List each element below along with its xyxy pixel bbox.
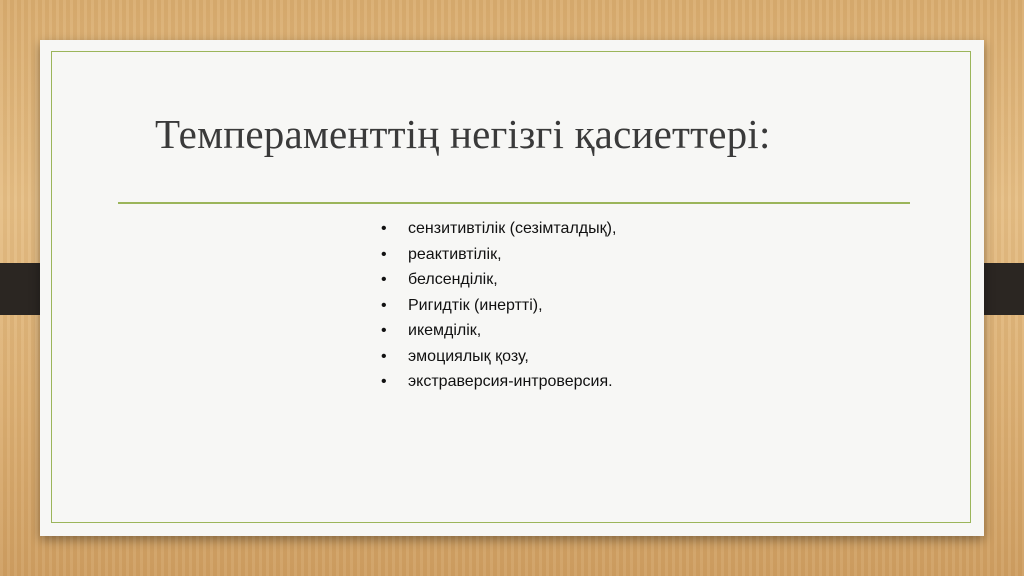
bullet-icon: •: [381, 271, 387, 288]
slide-card: [40, 40, 984, 536]
list-item-text: Ригидтік (инертті),: [408, 296, 543, 314]
list-item: [381, 242, 616, 268]
list-item: [381, 318, 616, 344]
bullet-list: [381, 216, 616, 395]
title-divider: [118, 202, 910, 204]
list-item: [381, 369, 616, 395]
list-item-text: эмоциялық қозу,: [408, 347, 529, 365]
list-item: [381, 344, 616, 370]
list-item-text: экстраверсия-интроверсия.: [408, 373, 613, 390]
bullet-icon: •: [381, 245, 387, 263]
list-item-text: сензитивтілік (сезімталдық),: [408, 220, 617, 237]
bullet-icon: •: [381, 373, 387, 390]
bullet-icon: •: [381, 296, 387, 314]
list-item: [381, 293, 616, 319]
list-item: [381, 216, 616, 242]
slide-title: Темпераменттің негізгі қасиеттері:: [155, 111, 771, 157]
list-item-text: икемділік,: [408, 322, 482, 339]
list-item: [381, 267, 616, 293]
bullet-icon: •: [381, 220, 387, 237]
list-item-text: белсенділік,: [408, 271, 498, 288]
list-item-text: реактивтілік,: [408, 245, 502, 263]
bullet-icon: •: [381, 347, 387, 365]
bullet-icon: •: [381, 322, 387, 339]
